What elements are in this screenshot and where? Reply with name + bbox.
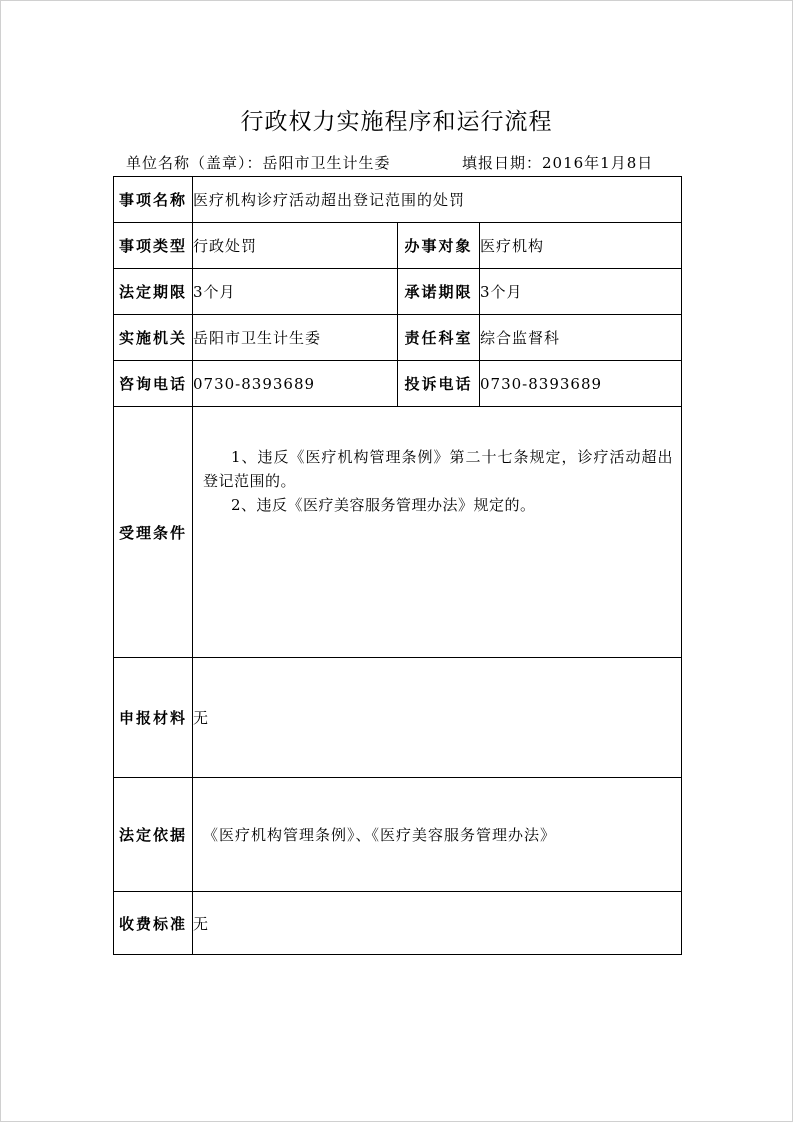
- complaint-phone-label: 投诉电话: [398, 361, 480, 407]
- table-row: [114, 315, 682, 361]
- consult-phone-value: 0730-8393689: [193, 361, 398, 407]
- table-row: [114, 177, 682, 223]
- form-table: [113, 176, 682, 955]
- complaint-phone-value: 0730-8393689: [480, 361, 682, 407]
- agency-value: 岳阳市卫生计生委: [193, 315, 398, 361]
- table-row: [114, 658, 682, 778]
- item-type-value: 行政处罚: [193, 223, 398, 269]
- fee-value: 无: [193, 892, 682, 955]
- legal-deadline-value: 3个月: [193, 269, 398, 315]
- document-title: 行政权力实施程序和运行流程: [240, 109, 553, 135]
- conditions-cell: [193, 407, 682, 658]
- promised-deadline-label: 承诺期限: [398, 269, 480, 315]
- conditions-label: 受理条件: [114, 407, 193, 658]
- consult-phone-label: 咨询电话: [114, 361, 193, 407]
- table-row: [114, 892, 682, 955]
- target-label: 办事对象: [398, 223, 480, 269]
- department-value: 综合监督科: [480, 315, 682, 361]
- item-name-label: 事项名称: [114, 177, 193, 223]
- fill-date: 填报日期：2016年1月8日: [462, 154, 654, 172]
- table-row: [114, 223, 682, 269]
- agency-label: 实施机关: [114, 315, 193, 361]
- table-row: [114, 361, 682, 407]
- promised-deadline-value: 3个月: [480, 269, 682, 315]
- legal-basis-label: 法定依据: [114, 778, 193, 892]
- item-type-label: 事项类型: [114, 223, 193, 269]
- table-row: [114, 407, 682, 658]
- condition-item-1: 1、违反《医疗机构管理条例》第二十七条规定，诊疗活动超出登记范围的。: [203, 448, 674, 490]
- fee-label: 收费标准: [114, 892, 193, 955]
- materials-label: 申报材料: [114, 658, 193, 778]
- legal-deadline-label: 法定期限: [114, 269, 193, 315]
- materials-value: 无: [193, 658, 682, 778]
- table-row: [114, 778, 682, 892]
- department-label: 责任科室: [398, 315, 480, 361]
- legal-basis-value: 《医疗机构管理条例》、《医疗美容服务管理办法》: [193, 778, 682, 892]
- condition-item-2: 2、违反《医疗美容服务管理办法》规定的。: [231, 496, 536, 514]
- target-value: 医疗机构: [480, 223, 682, 269]
- unit-name: 单位名称（盖章）：岳阳市卫生计生委: [126, 154, 391, 172]
- table-row: [114, 269, 682, 315]
- item-name-value: 医疗机构诊疗活动超出登记范围的处罚: [193, 177, 682, 223]
